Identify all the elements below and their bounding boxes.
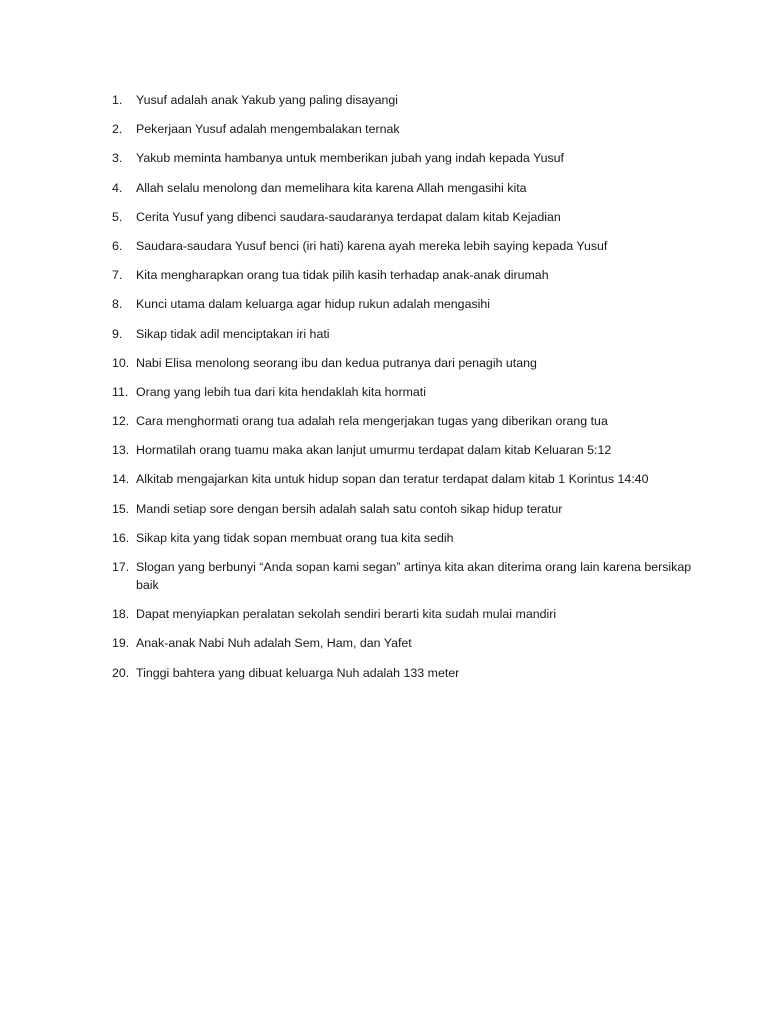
list-item — [112, 237, 712, 255]
list-item — [112, 558, 712, 594]
list-item — [112, 149, 712, 167]
item-number: 10. — [112, 355, 130, 370]
list-item — [112, 383, 712, 401]
item-text: Pekerjaan Yusuf adalah mengembalakan ternak — [136, 122, 400, 137]
item-number: 11. — [112, 384, 129, 399]
list-item — [112, 412, 712, 430]
item-text: Anak-anak Nabi Nuh adalah Sem, Ham, dan Yafet — [136, 636, 412, 651]
item-text: Saudara-saudara Yusuf benci (iri hati) karena ayah mereka lebih saying kepada Yusuf — [136, 238, 608, 253]
numbered-list — [112, 91, 712, 693]
item-text: Kunci utama dalam keluarga agar hidup rukun adalah mengasihi — [136, 297, 491, 312]
item-text: Dapat menyiapkan peralatan sekolah sendiri berarti kita sudah mulai mandiri — [136, 607, 557, 622]
item-text: Allah selalu menolong dan memelihara kita karena Allah mengasihi kita — [136, 180, 527, 195]
item-number: 19. — [112, 636, 130, 651]
item-number: 18. — [112, 607, 130, 622]
item-text: Yakub meminta hambanya untuk memberikan jubah yang indah kepada Yusuf — [136, 151, 564, 166]
list-item — [112, 470, 712, 488]
item-text: Sikap tidak adil menciptakan iri hati — [136, 326, 330, 341]
list-item — [112, 120, 712, 138]
list-item — [112, 605, 712, 623]
item-number: 5. — [112, 209, 123, 224]
item-number: 6. — [112, 238, 123, 253]
item-text: Sikap kita yang tidak sopan membuat orang tua kita sedih — [136, 530, 454, 545]
list-item — [112, 325, 712, 343]
item-text: Orang yang lebih tua dari kita hendaklah kita hormati — [136, 384, 426, 399]
item-text: Slogan yang berbunyi “Anda sopan kami segan” artinya kita akan diterima orang lain karena bersikap baik — [136, 560, 692, 592]
item-number: 17. — [112, 560, 130, 574]
item-text: Nabi Elisa menolong seorang ibu dan kedua putranya dari penagih utang — [136, 355, 537, 370]
list-item — [112, 634, 712, 652]
list-item — [112, 354, 712, 372]
item-number: 2. — [112, 122, 123, 137]
list-item — [112, 441, 712, 459]
item-number: 3. — [112, 151, 123, 166]
item-number: 8. — [112, 297, 123, 312]
item-number: 7. — [112, 268, 123, 283]
item-text: Yusuf adalah anak Yakub yang paling disayangi — [136, 93, 399, 107]
item-text: Hormatilah orang tuamu maka akan lanjut umurmu terdapat dalam kitab Keluaran 5:12 — [136, 443, 612, 458]
item-number: 14. — [112, 472, 130, 487]
item-number: 13. — [112, 443, 130, 458]
list-item — [112, 266, 712, 284]
item-number: 20. — [112, 665, 130, 680]
item-number: 1. — [112, 93, 123, 107]
list-item — [112, 664, 712, 682]
list-item — [112, 179, 712, 197]
list-item — [112, 91, 712, 109]
item-text: Mandi setiap sore dengan bersih adalah salah satu contoh sikap hidup teratur — [136, 501, 563, 516]
item-number: 12. — [112, 414, 130, 429]
item-text: Alkitab mengajarkan kita untuk hidup sopan dan teratur terdapat dalam kitab 1 Korintus 14:40 — [136, 472, 649, 487]
list-item — [112, 500, 712, 518]
item-text: Cara menghormati orang tua adalah rela mengerjakan tugas yang diberikan orang tua — [136, 414, 608, 429]
item-text: Tinggi bahtera yang dibuat keluarga Nuh adalah 133 meter — [136, 665, 460, 680]
item-text: Kita mengharapkan orang tua tidak pilih kasih terhadap anak-anak dirumah — [136, 268, 549, 283]
item-text: Cerita Yusuf yang dibenci saudara-saudaranya terdapat dalam kitab Kejadian — [136, 209, 561, 224]
item-number: 9. — [112, 326, 123, 341]
list-item — [112, 295, 712, 313]
list-item — [112, 529, 712, 547]
list-item — [112, 208, 712, 226]
item-number: 4. — [112, 180, 123, 195]
item-number: 15. — [112, 501, 130, 516]
item-number: 16. — [112, 530, 130, 545]
